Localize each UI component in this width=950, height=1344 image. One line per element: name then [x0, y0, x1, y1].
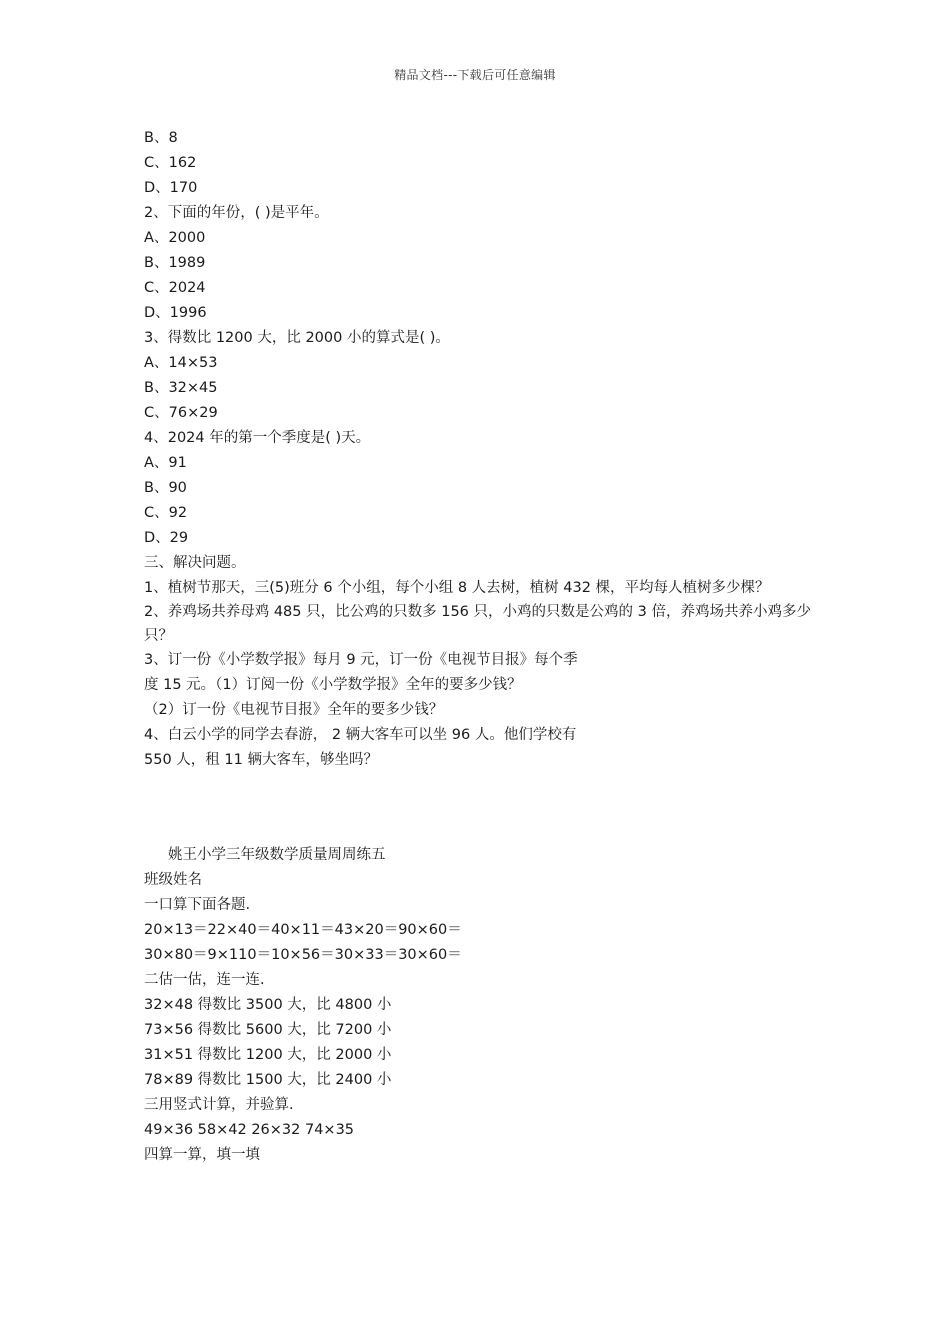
question-line: 2、下面的年份，( )是平年。 — [144, 205, 329, 221]
worksheet-line: 78×89 得数比 1500 大，比 2400 小 — [144, 1072, 392, 1088]
worksheet-line: 三用竖式计算，并验算. — [144, 1097, 294, 1113]
spacer — [144, 773, 814, 843]
option-line: C、92 — [144, 505, 188, 521]
word-problems — [144, 576, 814, 773]
option-line: C、2024 — [144, 280, 206, 296]
option-line: B、32×45 — [144, 380, 218, 396]
worksheet-line: 二估一估，连一连. — [144, 972, 265, 988]
option-line: D、1996 — [144, 305, 207, 321]
worksheet-line: 49×36 58×42 26×32 74×35 — [144, 1122, 355, 1138]
problem-line: 4、白云小学的同学去春游， 2 辆大客车可以坐 96 人。他们学校有 — [144, 727, 577, 743]
problem-line: 3、订一份《小学数学报》每月 9 元，订一份《电视节目报》每个季 — [144, 652, 578, 668]
worksheet-line: 四算一算，填一填 — [144, 1147, 260, 1163]
worksheet-title: 姚王小学三年级数学质量周周练五 — [168, 847, 386, 863]
problem-line: （2）订一份《电视节目报》全年的要多少钱？ — [144, 702, 444, 718]
section-heading: 三、解决问题。 — [144, 555, 246, 571]
option-line: B、1989 — [144, 255, 206, 271]
worksheet-line: 73×56 得数比 5600 大，比 7200 小 — [144, 1022, 392, 1038]
option-line: B、90 — [144, 480, 187, 496]
problem-paragraph: 2、养鸡场共养母鸡 485 只，比公鸡的只数多 156 只，小鸡的只数是公鸡的 3 倍，养鸡场共养小鸡多少只？ — [144, 604, 811, 644]
worksheet-section — [144, 843, 814, 1168]
worksheet-line: 32×48 得数比 3500 大，比 4800 小 — [144, 997, 392, 1013]
option-line: A、2000 — [144, 230, 206, 246]
worksheet-line: 30×80＝9×110＝10×56＝30×33＝30×60＝ — [144, 947, 462, 963]
option-line: A、91 — [144, 455, 187, 471]
problem-line: 550 人，租 11 辆大客车，够坐吗？ — [144, 752, 378, 768]
option-line: C、162 — [144, 155, 197, 171]
question-line: 4、2024 年的第一个季度是( )天。 — [144, 430, 371, 446]
document-body — [144, 126, 814, 1168]
option-line: A、14×53 — [144, 355, 218, 371]
option-line: C、76×29 — [144, 405, 218, 421]
option-line: B、8 — [144, 130, 178, 146]
problem-line: 度 15 元。（1）订阅一份《小学数学报》全年的要多少钱？ — [144, 677, 522, 693]
page-header: 精品文档---下载后可任意编辑 — [394, 68, 556, 82]
worksheet-line: 31×51 得数比 1200 大，比 2000 小 — [144, 1047, 392, 1063]
option-line: D、29 — [144, 530, 189, 546]
worksheet-line: 20×13＝22×40＝40×11＝43×20＝90×60＝ — [144, 922, 462, 938]
question-line: 3、得数比 1200 大，比 2000 小的算式是( )。 — [144, 330, 450, 346]
option-line: D、170 — [144, 180, 198, 196]
worksheet-line: 班级姓名 — [144, 872, 202, 888]
choice-section — [144, 126, 814, 576]
worksheet-line: 一口算下面各题. — [144, 897, 251, 913]
problem-paragraph: 1、植树节那天，三(5)班分 6 个小组，每个小组 8 人去树，植树 432 棵，平均每人植树多少棵？ — [144, 580, 770, 596]
